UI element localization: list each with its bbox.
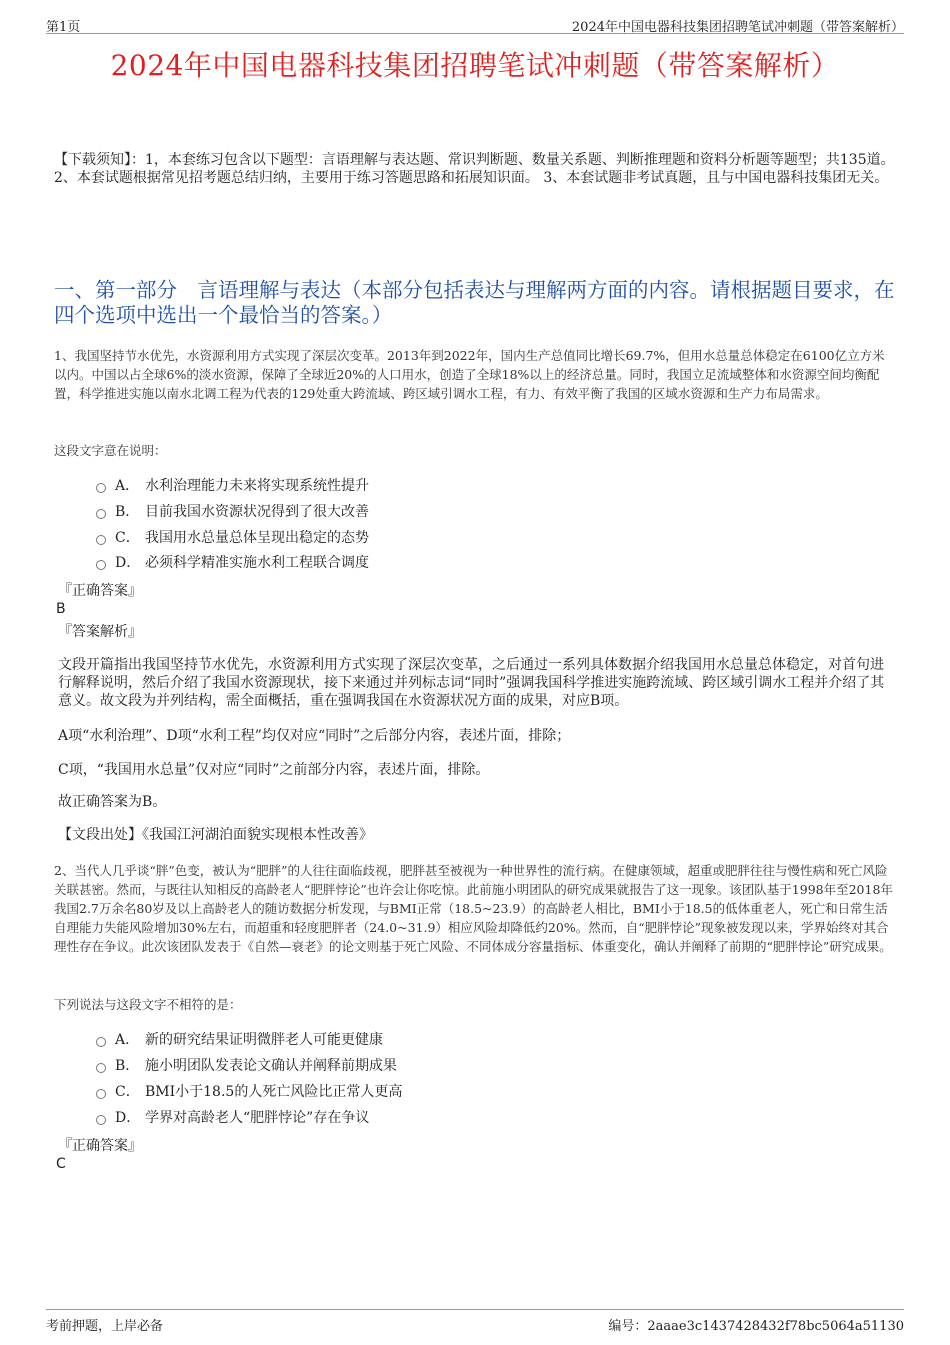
option-text: BMI小于18.5的人死亡风险比正常人更高 xyxy=(145,1084,403,1100)
question-1-option-a[interactable] xyxy=(96,475,369,497)
question-2-stem: 2、当代人几乎谈“胖”色变，被认为“肥胖”的人往往面临歧视，肥胖甚至被视为一种世界性的流行病。在健康领域，超重或肥胖往往与慢性病和死亡风险关联甚密。然而，与既往认知相反的高龄老人“肥胖悖论”也许会让你吃惊。此前施小明团队的研究成果就报告了这一现象。该团队基于1998年至2018年我国2.7万余名80岁及以上高龄老人的随访数据分析发现，与BMI正常（18.5~23.9）的高龄老人相比，BMI小于18.5的低体重老人，死亡和日常生活自理能力失能风险增加30%左右，而超重和轻度肥胖者（24.0~31.9）相应风险却降低约20%。然而，自“肥胖悖论”现象被发现以来，学界始终对其合理性存在争议。此次该团队发表于《自然—衰老》的论文则基于死亡风险、不同体成分容量指标、体重变化，确认并阐释了前期的“肥胖悖论”研究成果。 xyxy=(54,863,893,954)
question-1-option-c[interactable] xyxy=(96,527,369,549)
option-text: 目前我国水资源状况得到了很大改善 xyxy=(145,504,369,520)
question-1-answer: B xyxy=(56,601,66,617)
question-1-option-b[interactable] xyxy=(96,501,369,523)
option-letter: D． xyxy=(115,555,141,571)
radio-icon[interactable] xyxy=(96,1063,106,1073)
header-divider xyxy=(46,33,904,34)
question-1-prompt: 这段文字意在说明： xyxy=(54,443,167,458)
option-letter: A． xyxy=(115,478,140,494)
radio-icon[interactable] xyxy=(96,1037,106,1047)
question-1-source: 【文段出处】《我国江河湖泊面貌实现根本性改善》 xyxy=(58,827,373,843)
option-text: 我国用水总量总体呈现出稳定的态势 xyxy=(145,530,369,546)
question-1-analysis-paragraph: A项“水利治理”、D项“水利工程”均仅对应“同时”之后部分内容，表述片面，排除； xyxy=(58,728,571,744)
question-2-answer-label: 『正确答案』 xyxy=(58,1138,142,1154)
option-text: 新的研究结果证明微胖老人可能更健康 xyxy=(145,1032,383,1048)
radio-icon[interactable] xyxy=(96,483,106,493)
question-2-answer: C xyxy=(56,1156,66,1172)
option-letter: D． xyxy=(115,1110,141,1126)
option-text: 水利治理能力未来将实现系统性提升 xyxy=(145,478,369,494)
radio-icon[interactable] xyxy=(96,1115,106,1125)
download-notice: 【下载须知】：1，本套练习包含以下题型：言语理解与表达题、常识判断题、数量关系题、判断推理题和资料分析题等题型；共135道。 2、本套试题根据常见招考题总结归纳，主要用于练习答题思路和拓展知识面。 3、本套试题非考试真题，且与中国电器科技集团无关。 xyxy=(54,152,895,186)
radio-icon[interactable] xyxy=(96,535,106,545)
option-text: 学界对高龄老人“肥胖悖论”存在争议 xyxy=(145,1110,370,1126)
question-1-analysis-paragraph: C项，“我国用水总量”仅对应“同时”之前部分内容，表述片面，排除。 xyxy=(58,762,490,778)
question-1-analysis-label: 『答案解析』 xyxy=(58,624,142,640)
option-letter: B． xyxy=(115,504,140,520)
option-letter: B． xyxy=(115,1058,140,1074)
footer-divider xyxy=(46,1309,904,1310)
page-title: 2024年中国电器科技集团招聘笔试冲刺题（带答案解析） xyxy=(110,49,840,82)
option-letter: A． xyxy=(115,1032,140,1048)
radio-icon[interactable] xyxy=(96,560,106,570)
radio-icon[interactable] xyxy=(96,509,106,519)
footer-slogan: 考前押题，上岸必备 xyxy=(46,1319,164,1334)
question-1-analysis-paragraph: 故正确答案为B。 xyxy=(58,794,167,810)
question-1-answer-label: 『正确答案』 xyxy=(58,583,142,599)
question-2-option-c[interactable] xyxy=(96,1081,402,1103)
option-text: 施小明团队发表论文确认并阐释前期成果 xyxy=(145,1058,397,1074)
question-2-option-b[interactable] xyxy=(96,1055,397,1077)
option-text: 必须科学精准实施水利工程联合调度 xyxy=(145,555,369,571)
section-heading: 一、第一部分 言语理解与表达（本部分包括表达与理解两方面的内容。请根据题目要求，在四个选项中选出一个最恰当的答案。） xyxy=(54,278,895,327)
option-letter: C． xyxy=(115,530,140,546)
question-2-prompt: 下列说法与这段文字不相符的是： xyxy=(54,997,242,1012)
question-1-option-d[interactable] xyxy=(96,552,369,574)
question-2-option-a[interactable] xyxy=(96,1029,383,1051)
option-letter: C． xyxy=(115,1084,140,1100)
radio-icon[interactable] xyxy=(96,1089,106,1099)
question-1-stem: 1、我国坚持节水优先，水资源利用方式实现了深层次变革。2013年到2022年，国内生产总值同比增长69.7%，但用水总量总体稳定在6100亿立方米以内。中国以占全球6%的淡水资源，保障了全球近20%的人口用水，创造了全球18%以上的经济总量。同时，我国立足流域整体和水资源空间均衡配置，科学推进实施以南水北调工程为代表的129处重大跨流域、跨区域引调水工程，有力、有效平衡了我国的区域水资源和生产力布局需求。 xyxy=(54,348,885,401)
page-number: 第1页 xyxy=(46,20,81,35)
footer-doc-id: 编号：2aaae3c1437428432f78bc5064a51130 xyxy=(608,1319,904,1334)
header-doc-title: 2024年中国电器科技集团招聘笔试冲刺题（带答案解析） xyxy=(571,20,904,35)
question-1-analysis-paragraph: 文段开篇指出我国坚持节水优先，水资源利用方式实现了深层次变革，之后通过一系列具体数据介绍我国用水总量总体稳定，对首句进行解释说明，然后介绍了我国水资源现状，接下来通过并列标志词“同时”强调我国科学推进实施跨流域、跨区域引调水工程并介绍了其意义。故文段为并列结构，需全面概括，重在强调我国在水资源状况方面的成果，对应B项。 xyxy=(58,657,885,709)
question-2-option-d[interactable] xyxy=(96,1107,369,1129)
